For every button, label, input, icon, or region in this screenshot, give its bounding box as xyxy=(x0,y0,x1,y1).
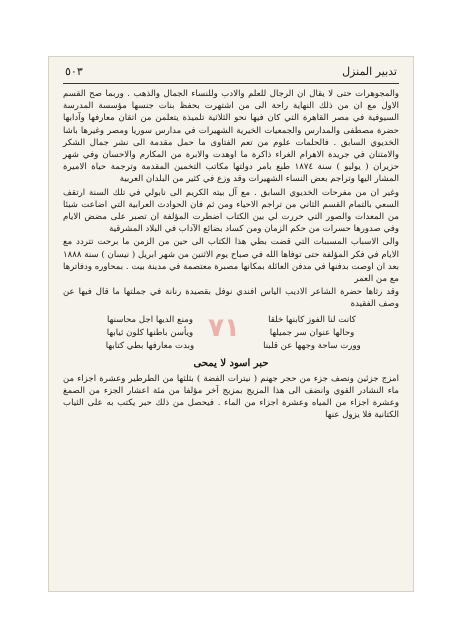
page-header xyxy=(63,61,399,81)
running-title: تدبير المنزل xyxy=(342,64,397,78)
verse-hemistich: وبدت معارفها بطي كتابها xyxy=(105,340,195,351)
paragraph-3: والى الاسباب المسببات التي قضت بطي هذا الكتاب الى حين من الزمن ما برحت تتردد مع الايام في فكر المؤلفة حتى توفاها الله في صباح يوم الاثنين من شهر ابريل ( نيسان ) سنة ١٨٨٨ بعد ان اوصت بدفنها في مدفن العائلة بمكانها مصبرة معتصمة في مدينة بيت . بمحاوره ودفاترها مع من العمر xyxy=(63,237,399,285)
paragraph-4: وقد رثاها حضرة الشاعر الاديب الياس افندي نوفل بقصيدة رنانة في جملتها ما قال فيها عن وصف الفقيدة xyxy=(63,287,399,310)
verse-hemistich: وورت ساحة وجهها عن قلبنا xyxy=(263,340,361,351)
verse-hemistich: وحالها عنوان سر جميلها xyxy=(269,327,355,338)
recipe-paragraph: امزج جزئين ونصف جزء من حجر جهنم ( نيترات الفضة ) بثلثها من الطرطير وعشرة اجزاء من ماء النشادر القوي وانضف الى هذا المزيج بمزيج آخر مؤلفا من مئة اعشار الجزء من الصمغ وعشرة اجزاء من المياه وعشرة اجزاء من الماء . فيحصل من ذلك حبر يكتب به على الثياب الكتانية فلا يزول عنها xyxy=(63,373,399,421)
page-body xyxy=(63,88,399,421)
verse-hemistich: كانت لنا الفوز كابنها خلقا xyxy=(268,314,356,325)
header-divider xyxy=(63,83,399,84)
paragraph-1: والمجوهرات حتى لا يقال ان الرجال للعلم والادب وللنساء الجمال والذهب . وربما صح القسم الاول مع ان من ذلك النهاية راحة الى من اشتهرت بحفظ بنات جنسها مؤسسة المدرسة السيوفية في مصر القاهرة التي كان فيها نحو الثلاثية تلميذة يتعلمن من اتقان معارفها وآدابها حضرة مصطفى والمدارس والجمعيات الخيرية الشهيرات في مدارس سوريا ومصر وغيرها باشا الخديوي السابق . فالحلمات علوم من تعم الفتاوى ما حمل مقدمة الى نشر جمال الشكر والامتنان في جريدة الاهرام الغراء ذاكرة ما اوهدت والابرة من المكارم والاحسان وفي شهر حزيران ( يوليو ) سنة ١٨٧٤ طبع بامر دولتها مكاتب التخمين المقدمة وترجمة حياة الاميرة المشار اليها وتراجم بعض النساء الشهيرات وقد وزع في كثير من البلدان العربية xyxy=(63,89,400,185)
watermark-stamp: ٧١ xyxy=(208,313,240,343)
section-heading: حبر اسود لا يمحى xyxy=(193,357,269,369)
verse-hemistich: ومنع الديها اجل محاسنها xyxy=(107,314,193,325)
page-number: ٥٠٣ xyxy=(65,64,83,78)
verse-hemistich: ويأسن باطنها كلون ثيابها xyxy=(106,327,194,338)
paragraph-2: وغير ان من مفرحات الخديوي السابق . مع آل بيته الكريم الى نابولي في تلك السنة ارتقف السعي بالتمام القسم الثاني من تراجم الاحياء ومن ثم فان الحوادث العرابية التي اضاعت شيئا من المعدات والصور التي حررت لي بين الكتاب اضطرت المؤلفة ان تصبر على مضض الايام وفي صدورها حسرات من حكم الزمان ومن كساد بضائع الآداب في البلاد المشرقية xyxy=(63,187,399,235)
book-page xyxy=(48,56,414,592)
